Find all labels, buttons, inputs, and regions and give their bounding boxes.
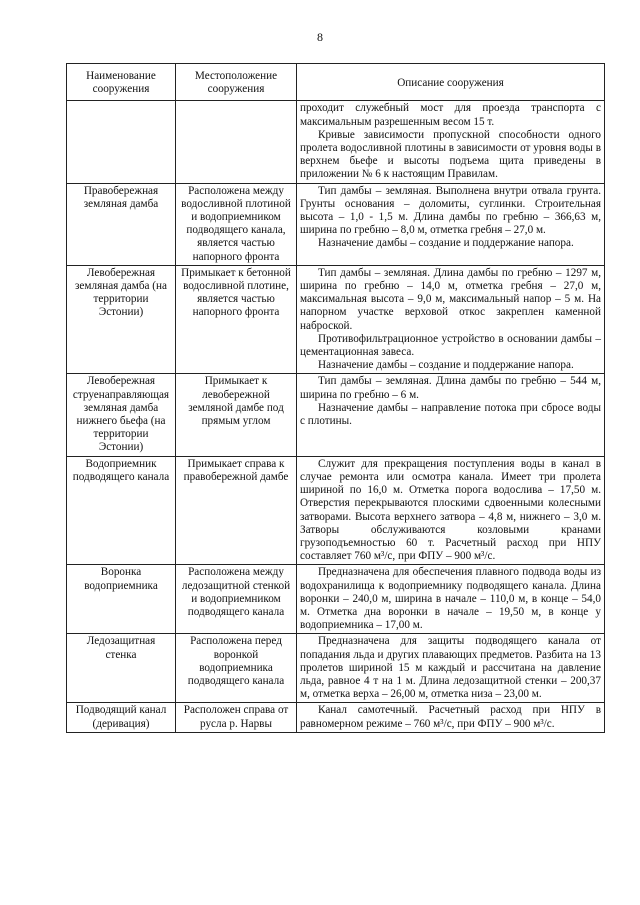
header-location: Местоположение сооружения [176,64,297,101]
description-paragraph: Предназначена для защиты подводящего канала от попадания льда и других плавающих предметов. Разбита на 13 пролетов шириной 15 м каждый и рассчитана на давление льда, равное 4 т на 1 м. Длина ледозащитной стенки – 200,37 м, отметка верха – 26,00 м, отметка низа – 23,00 м. [300,635,601,701]
description-paragraph: Назначение дамбы – создание и поддержание напора. [318,237,574,250]
header-description: Описание сооружения [297,64,605,101]
table-row [67,374,605,456]
structure-name: Правобережная земляная дамба [67,183,176,265]
description-paragraph: Назначение дамбы – направление потока при сбросе воды с плотины. [300,401,601,428]
structure-description [297,183,605,265]
structure-description [297,374,605,456]
structure-location: Примыкает справа к правобережной дамбе [176,456,297,565]
structure-description [297,565,605,634]
structures-table [66,63,605,733]
structure-description [297,456,605,565]
structure-description [297,703,605,732]
description-paragraph: Кривые зависимости пропускной способности одного пролета водосливной плотины в зависимости от уровня воды в верхнем бьефе и высоты подъема щита приведены в приложении № 6 к настоящим Правилам. [300,128,601,181]
description-paragraph: Тип дамбы – земляная. Выполнена внутри отвала грунта. Грунты основания – доломиты, суглинки. Строительная высота – 1,0 - 1,5 м. Длина дамбы по гребню – 366,63 м, ширина по гребню – 8,0 м, отметка гребня – 27,0 м. [300,184,601,237]
structure-name: Левобережная струенаправляющая земляная дамба нижнего бьефа (на территории Эстонии) [67,374,176,456]
structure-location: Расположена между ледозащитной стенкой и водоприемником подводящего канала [176,565,297,634]
structure-location: Расположена между водосливной плотиной и водоприемником подводящего канала, является частью напорного фронта [176,183,297,265]
structure-name: Подводящий канал (деривация) [67,703,176,732]
table-row [67,183,605,265]
structure-location: Расположен справа от русла р. Нарвы [176,703,297,732]
structure-name: Левобережная земляная дамба (на территории Эстонии) [67,265,176,374]
header-name: Наименование сооружения [67,64,176,101]
structure-description [297,265,605,374]
table-row [67,565,605,634]
structure-name: Водоприемник подводящего канала [67,456,176,565]
table-row [67,703,605,732]
table-row [67,456,605,565]
structure-location: Примыкает к левобережной земляной дамбе под прямым углом [176,374,297,456]
structure-name: Воронка водоприемника [67,565,176,634]
table-row [67,101,605,183]
structure-name: Ледозащитная стенка [67,634,176,703]
description-paragraph: проходит служебный мост для проезда транспорта с максимальным разрешенным весом 15 т. [300,102,601,128]
structure-location: Примыкает к бетонной водосливной плотине, является частью напорного фронта [176,265,297,374]
table-row [67,265,605,374]
table-row [67,634,605,703]
table-header-row [67,64,605,101]
description-paragraph: Противофильтрационное устройство в основании дамбы – цементационная завеса. [300,332,601,359]
description-paragraph: Тип дамбы – земляная. Длина дамбы по гребню – 544 м, ширина по гребню – 6 м. [300,375,601,401]
description-paragraph: Назначение дамбы – создание и поддержание напора. [318,359,574,372]
description-paragraph: Служит для прекращения поступления воды в канал в случае ремонта или осмотра канала. Имеет три пролета шириной по 16,0 м. Отметка порога водослива – 17,50 м. Отверстия перекрываются плоскими сдвоенными колесными затворами. Высота верхнего затвора – 4,8 м, нижнего – 3,0 м. Затворы обслуживаются козловыми кранами грузоподъемностью 60 т. Расчетный расход при НПУ составляет 760 м³/с, при ФПУ – 900 м³/с. [300,457,601,563]
page-number: 8 [317,30,323,44]
description-paragraph: Канал самотечный. Расчетный расход при НПУ в равномерном режиме – 760 м³/с, при ФПУ – 900 м³/с. [300,704,601,730]
structure-location [176,101,297,183]
description-paragraph: Предназначена для обеспечения плавного подвода воды из водохранилища к водоприемнику подводящего канала. Длина воронки – 240,0 м, ширина в начале – 110,0 м, в конце – 54,0 м. Отметка дна воронки в начале – 19,50 м, в конце у водоприемника – 17,00 м. [300,566,601,632]
structure-description [297,634,605,703]
structure-description [297,101,605,183]
description-paragraph: Тип дамбы – земляная. Длина дамбы по гребню – 1297 м, ширина по гребню – 14,0 м, отметка гребня – 27,0 м, максимальная высота – 9,0 м, максимальный напор – 5 м. На напорном участке верховой откос закреплен каменной наброской. [300,266,601,332]
structure-location: Расположена перед воронкой водоприемника подводящего канала [176,634,297,703]
structure-name [67,101,176,183]
